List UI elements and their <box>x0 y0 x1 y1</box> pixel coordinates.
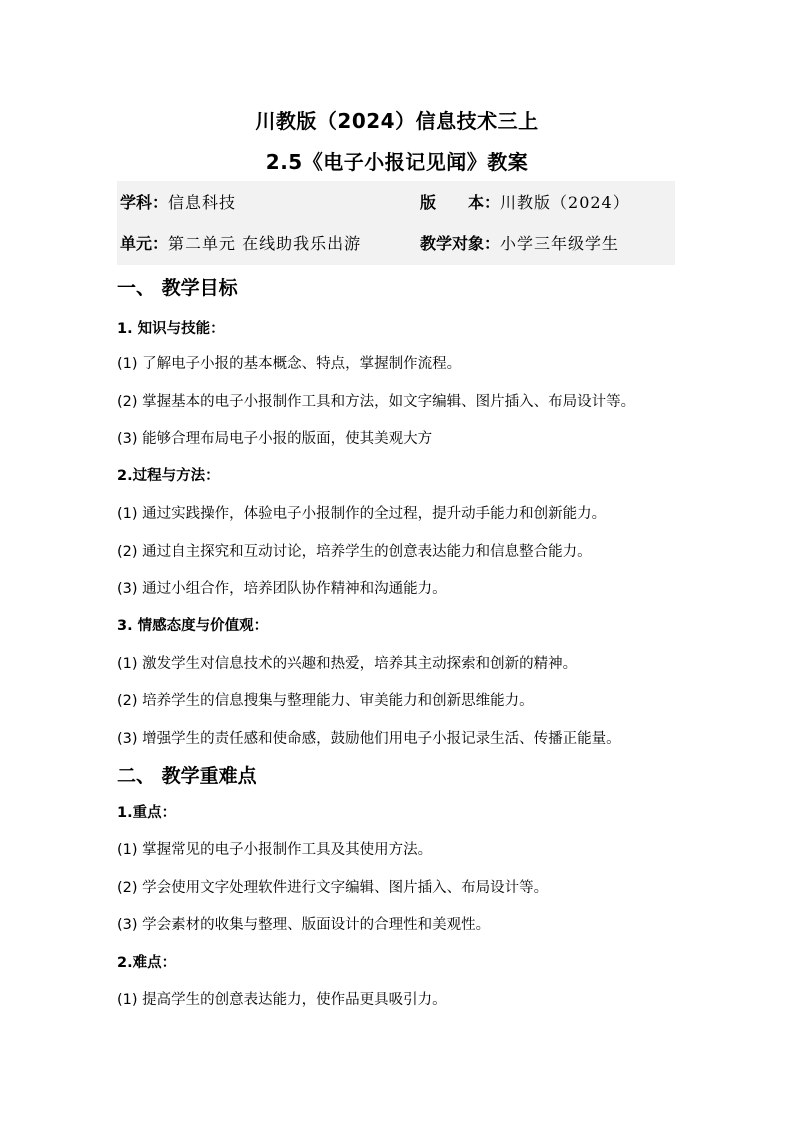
list-item: (1) 提高学生的创意表达能力，使作品更具吸引力。 <box>117 992 447 1008</box>
edition-value: 川教版（2024） <box>500 193 630 212</box>
unit-value: 第二单元 在线助我乐出游 <box>168 234 362 253</box>
info-unit <box>120 231 361 254</box>
list-item: (3) 学会素材的收集与整理、版面设计的合理性和美观性。 <box>117 917 491 933</box>
list-item: (1) 通过实践操作，体验电子小报制作的全过程，提升动手能力和创新能力。 <box>117 506 607 522</box>
list-item: (2) 通过自主探究和互动讨论，培养学生的创意表达能力和信息整合能力。 <box>117 544 592 560</box>
section-heading-key-points: 二、 教学重难点 <box>117 765 257 787</box>
list-item: (3) 通过小组合作，培养团队协作精神和沟通能力。 <box>117 581 447 597</box>
list-item: (3) 增强学生的责任感和使命感，鼓励他们用电子小报记录生活、传播正能量。 <box>117 731 621 747</box>
list-item: (2) 掌握基本的电子小报制作工具和方法，如文字编辑、图片插入、布局设计等。 <box>117 394 636 410</box>
subheading-values: 3. 情感态度与价值观： <box>117 618 269 634</box>
document-subtitle: 2.5《电子小报记见闻》教案 <box>265 150 529 174</box>
subheading-process: 2.过程与方法： <box>117 468 220 484</box>
subheading-knowledge: 1. 知识与技能： <box>117 321 225 337</box>
edition-label: 版 本： <box>420 193 501 212</box>
list-item: (2) 培养学生的信息搜集与整理能力、审美能力和创新思维能力。 <box>117 693 534 709</box>
info-audience <box>420 231 619 254</box>
unit-label: 单元： <box>120 234 169 253</box>
info-edition <box>420 190 630 213</box>
subject-label: 学科： <box>120 193 169 212</box>
audience-label: 教学对象： <box>420 234 501 253</box>
subheading-key-point: 1.重点： <box>117 805 177 821</box>
subject-value: 信息科技 <box>168 193 237 212</box>
list-item: (2) 学会使用文字处理软件进行文字编辑、图片插入、布局设计等。 <box>117 880 549 896</box>
list-item: (1) 掌握常见的电子小报制作工具及其使用方法。 <box>117 842 433 858</box>
list-item: (3) 能够合理布局电子小报的版面，使其美观大方 <box>117 431 433 447</box>
document-title: 川教版（2024）信息技术三上 <box>255 109 539 133</box>
info-table <box>117 181 675 265</box>
subheading-difficulty: 2.难点： <box>117 955 177 971</box>
list-item: (1) 了解电子小报的基本概念、特点，掌握制作流程。 <box>117 356 462 372</box>
list-item: (1) 激发学生对信息技术的兴趣和热爱，培养其主动探索和创新的精神。 <box>117 656 578 672</box>
audience-value: 小学三年级学生 <box>500 234 620 253</box>
info-subject <box>120 190 236 213</box>
section-heading-objectives: 一、 教学目标 <box>117 277 238 299</box>
